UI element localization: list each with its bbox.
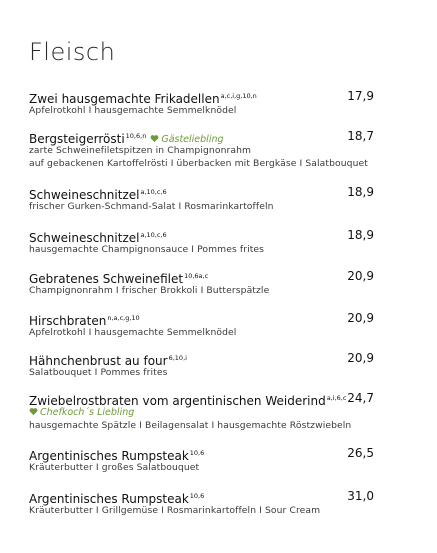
dish-description: hausgemachte Spätzle I Beilagensalat I hausgemachte Röstzwiebeln <box>29 420 352 431</box>
menu-item <box>29 128 374 170</box>
menu-item <box>29 227 374 256</box>
allergen-codes: 10,6 <box>189 492 205 500</box>
menu-item <box>29 268 374 297</box>
dish-description: zarte Schweinefiletspitzen in Champignonrahm <box>29 145 252 156</box>
dish-price: 31,0 <box>347 489 374 503</box>
dish-price: 20,9 <box>347 311 374 325</box>
section-heading: Fleisch <box>29 38 116 66</box>
dish-name: Zwiebelrostbraten vom argentinischen Weiderind$^{a,i,6,c}$ <box>29 394 347 408</box>
heart-icon <box>150 134 159 143</box>
dish-name: Schweineschnitzel$^{a,10,c,6}$ <box>29 188 167 202</box>
dish-name: Gebratenes Schweinefilet$^{10,6a,c}$ <box>29 272 209 286</box>
allergen-codes: a,i,6,c <box>326 394 347 402</box>
dish-description: Salatbouquet I Pommes frites <box>29 367 168 378</box>
favorite-tag: Gästeliebling <box>150 132 223 148</box>
dish-description: Apfelrotkohl I hausgemachte Semmelknödel <box>29 105 237 116</box>
dish-name: Schweineschnitzel$^{a,10,c,6}$ <box>29 231 167 245</box>
menu-item <box>29 390 374 432</box>
allergen-codes: a,10,c,6 <box>140 188 167 196</box>
dish-name: Bergsteigerrösti$^{10,6,n}$ Gästeliebling <box>29 132 224 146</box>
dish-description: frischer Gurken-Schmand-Salat I Rosmarinkartoffeln <box>29 201 274 212</box>
menu-item <box>29 445 374 474</box>
dish-name: Zwei hausgemachte Frikadellen$^{a,c,i,g,10,n}$ <box>29 92 257 106</box>
allergen-codes: n,a,c,g,10 <box>107 314 140 322</box>
allergen-codes: 10,6,n <box>125 132 147 140</box>
dish-description: Champignonrahm I frischer Brokkoli I Butterspätzle <box>29 285 270 296</box>
dish-description: Kräuterbutter I großes Salatbouquet <box>29 462 200 473</box>
dish-name: Argentinisches Rumpsteak$^{10,6}$ <box>29 492 205 506</box>
dish-price: 20,9 <box>347 269 374 283</box>
dish-price: 26,5 <box>347 446 374 460</box>
dish-description: hausgemachte Champignonsauce I Pommes frites <box>29 244 265 255</box>
dish-price: 24,7 <box>347 391 374 405</box>
allergen-codes: 10,6 <box>189 449 205 457</box>
dish-name: Argentinisches Rumpsteak$^{10,6}$ <box>29 449 205 463</box>
dish-price: 17,9 <box>347 89 374 103</box>
allergen-codes: a,c,i,g,10,n <box>220 92 257 100</box>
dish-price: 18,7 <box>347 129 374 143</box>
allergen-codes: 10,6a,c <box>184 272 209 280</box>
menu-item <box>29 350 374 379</box>
menu-item <box>29 310 374 339</box>
menu-item <box>29 488 374 517</box>
dish-name: Hirschbraten$^{n,a,c,g,10}$ <box>29 314 140 328</box>
dish-description: Apfelrotkohl I hausgemachte Semmelknödel <box>29 327 237 338</box>
dish-description: auf gebackenen Kartoffelrösti I überbacken mit Bergkäse I Salatbouquet <box>29 158 368 169</box>
menu-item <box>29 88 374 117</box>
allergen-codes: a,10,c,6 <box>140 231 167 239</box>
allergen-codes: 6,10,i <box>168 354 187 362</box>
dish-name: Hähnchenbrust au four$^{6,10,i}$ <box>29 354 187 368</box>
favorite-tag: Chefkoch´s Liebling <box>29 406 374 419</box>
menu-item <box>29 184 374 213</box>
dish-description: Kräuterbutter I Grillgemüse I Rosmarinkartoffeln I Sour Cream <box>29 505 321 516</box>
dish-price: 20,9 <box>347 351 374 365</box>
dish-price: 18,9 <box>347 228 374 242</box>
dish-price: 18,9 <box>347 185 374 199</box>
